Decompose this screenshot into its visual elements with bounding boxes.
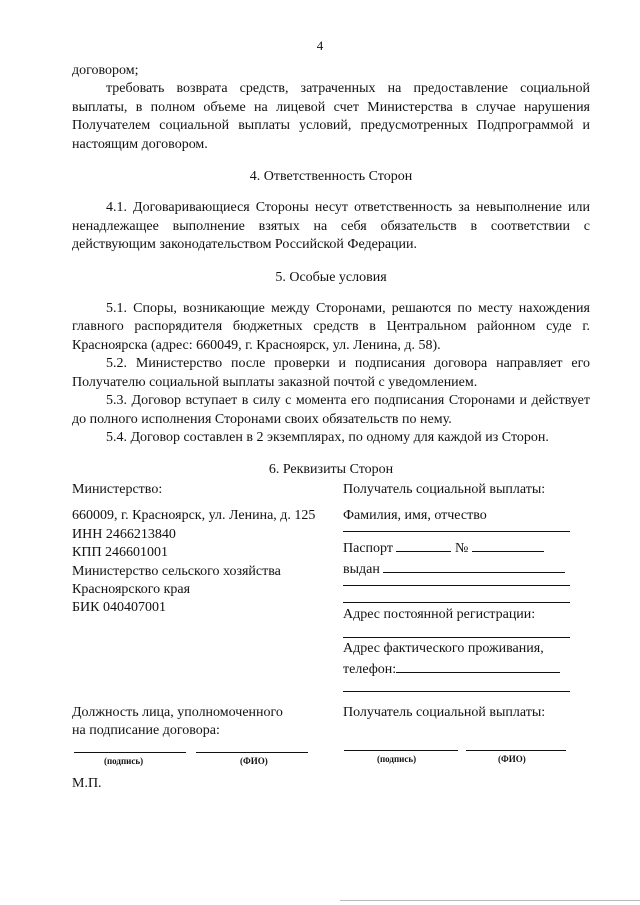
authorized-title-line2: на подписание договора: — [72, 723, 220, 739]
clause-5-4: 5.4. Договор составлен в 2 экземплярах, по одному для каждой из Сторон. — [106, 429, 549, 445]
reg-address-label: Адрес постоянной регистрации: — [343, 607, 536, 622]
clause-5-1: 5.1. Споры, возникающие между Сторонами, решаются по месту нахождения главного распорядителя бюджетных средств в Центральном районном суде г. Красноярска (адрес: 660049, г. Красноярск, ул. Ленина, д. 58). — [72, 301, 590, 353]
authorized-title-line1: Должность лица, уполномоченного — [72, 705, 283, 720]
ministry-inn: ИНН 2466213840 — [72, 526, 176, 542]
issued-underline-2 — [343, 585, 570, 586]
left-fio-line — [196, 752, 308, 753]
recipient-requisites — [343, 481, 545, 526]
passport-number-sign: № — [454, 541, 469, 556]
fact-address-block — [343, 640, 560, 680]
ministry-requisites — [72, 481, 315, 618]
section4-heading: 4. Ответственность Сторон — [249, 169, 413, 185]
phone-label: телефон: — [343, 662, 397, 678]
passport-label: Паспорт — [343, 541, 393, 556]
right-fio-line — [466, 750, 566, 751]
left-fio-caption: (ФИО) — [240, 756, 268, 766]
left-sign-caption: (подпись) — [104, 756, 144, 766]
right-fio-caption: (ФИО) — [498, 754, 526, 764]
ministry-kpp: КПП 246601001 — [72, 545, 169, 561]
issued-label: выдан — [343, 562, 380, 578]
phone-field — [396, 658, 560, 673]
ministry-title: Министерство: — [72, 482, 163, 497]
left-signature-line — [74, 752, 186, 753]
reg-address-block — [343, 606, 535, 624]
clause-4-1: 4.1. Договаривающиеся Стороны несут ответственность за невыполнение или ненадлежащее выполнение взятых на себя обязательств в соответствии с действующим законодательством Российской Федерации. — [72, 200, 590, 253]
page-edge-line — [340, 900, 640, 901]
stamp-place: М.П. — [72, 776, 102, 791]
section5-heading: 5. Особые условия — [275, 269, 387, 285]
issued-underline-3 — [343, 602, 570, 603]
ministry-bik: БИК 040407001 — [72, 600, 166, 616]
recipient-sign-title: Получатель социальной выплаты: — [343, 705, 546, 720]
right-sign-caption: (подпись) — [377, 754, 417, 764]
page-number: 4 — [316, 38, 324, 53]
section6-heading: 6. Реквизиты Сторон — [268, 462, 394, 478]
fact-address-label: Адрес фактического проживания, — [343, 641, 544, 656]
recipient-signature-title — [343, 704, 545, 722]
ministry-name-line2: Красноярского края — [72, 582, 191, 598]
recipient-title: Получатель социальной выплаты: — [343, 482, 546, 497]
clause-5-2: 5.2. Министерство после проверки и подписания договора направляет его Получателю социальной выплаты заказной почтой с уведомлением. — [72, 356, 590, 390]
ministry-address: 660009, г. Красноярск, ул. Ленина, д. 125 — [72, 508, 316, 524]
ministry-name-line1: Министерство сельского хозяйства — [72, 563, 281, 579]
contract-body — [72, 62, 590, 493]
issued-field — [383, 558, 565, 573]
fio-underline — [343, 531, 570, 532]
intro-paragraph: требовать возврата средств, затраченных на предоставление социальной выплаты, в полном объеме на лицевой счет Министерства в случае нарушения Получателем социальной выплаты условий, предусмотренных Подпрограммой и настоящим договором. — [72, 81, 590, 152]
passport-series-field — [396, 537, 451, 552]
passport-number-field — [472, 537, 544, 552]
authorized-person-title — [72, 704, 283, 741]
reg-address-underline — [343, 637, 570, 638]
intro-line: договором; — [72, 63, 139, 78]
recipient-fio-label: Фамилия, имя, отчество — [343, 508, 487, 524]
right-signature-line — [344, 750, 458, 751]
clause-5-3: 5.3. Договор вступает в силу с момента его подписания Сторонами и действует до полного исполнения Сторонами своих обязательств по нему. — [72, 393, 590, 427]
fact-address-underline — [343, 691, 570, 692]
passport-row — [343, 537, 565, 580]
